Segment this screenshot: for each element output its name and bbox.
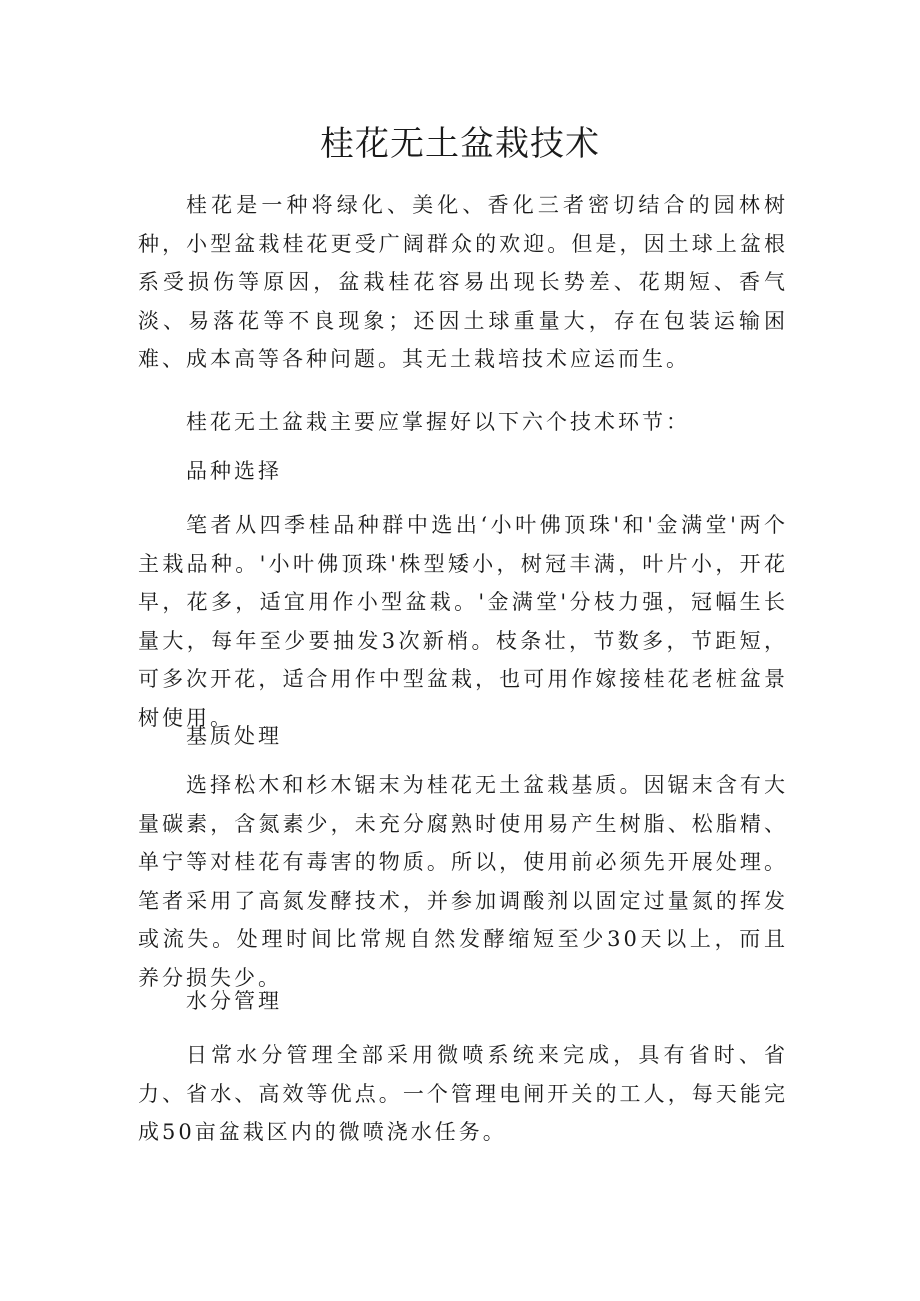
section-paragraph-substrate-treatment: 选择松木和杉木锯末为桂花无土盆栽基质。因锯末含有大量碳素，含氮素少，未充分腐熟时使用易产生树脂、松脂精、单宁等对桂花有毒害的物质。所以，使用前必须先开展处理。笔者采用了高氮发酵技术，并参加调酸剂以固定过量氮的挥发或流失。处理时间比常规自然发酵缩短至少30天以上，而且养分损失少。 xyxy=(138,773,788,990)
section-heading-substrate-treatment: 基质处理 xyxy=(186,724,282,748)
section-heading-water-management: 水分管理 xyxy=(186,989,282,1013)
section-paragraph-water-management: 日常水分管理全部采用微喷系统来完成，具有省时、省力、省水、高效等优点。一个管理电闸开关的工人，每天能完成50亩盆栽区内的微喷浇水任务。 xyxy=(138,1043,788,1144)
section-heading-variety-selection: 品种选择 xyxy=(186,459,282,483)
section-paragraph-variety-selection: 笔者从四季桂品种群中选出‘小叶佛顶珠'和'金满堂'两个主栽品种。'小叶佛顶珠'株型矮小，树冠丰满，叶片小，开花早，花多，适宜用作小型盆栽。'金满堂'分枝力强，冠幅生长量大，每年至少要抽发3次新梢。枝条壮，节数多，节距短，可多次开花，适合用作中型盆栽，也可用作嫁接桂花老桩盆景树使用。 xyxy=(138,513,788,730)
intro-paragraph: 桂花是一种将绿化、美化、香化三者密切结合的园林树种，小型盆栽桂花更受广阔群众的欢迎。但是，因土球上盆根系受损伤等原因，盆栽桂花容易出现长势差、花期短、香气淡、易落花等不良现象；还因土球重量大，存在包装运输困难、成本高等各种问题。其无土栽培技术应运而生。 xyxy=(138,193,788,371)
document-title: 桂花无土盆栽技术 xyxy=(320,124,600,164)
overview-paragraph: 桂花无土盆栽主要应掌握好以下六个技术环节： xyxy=(186,410,690,434)
